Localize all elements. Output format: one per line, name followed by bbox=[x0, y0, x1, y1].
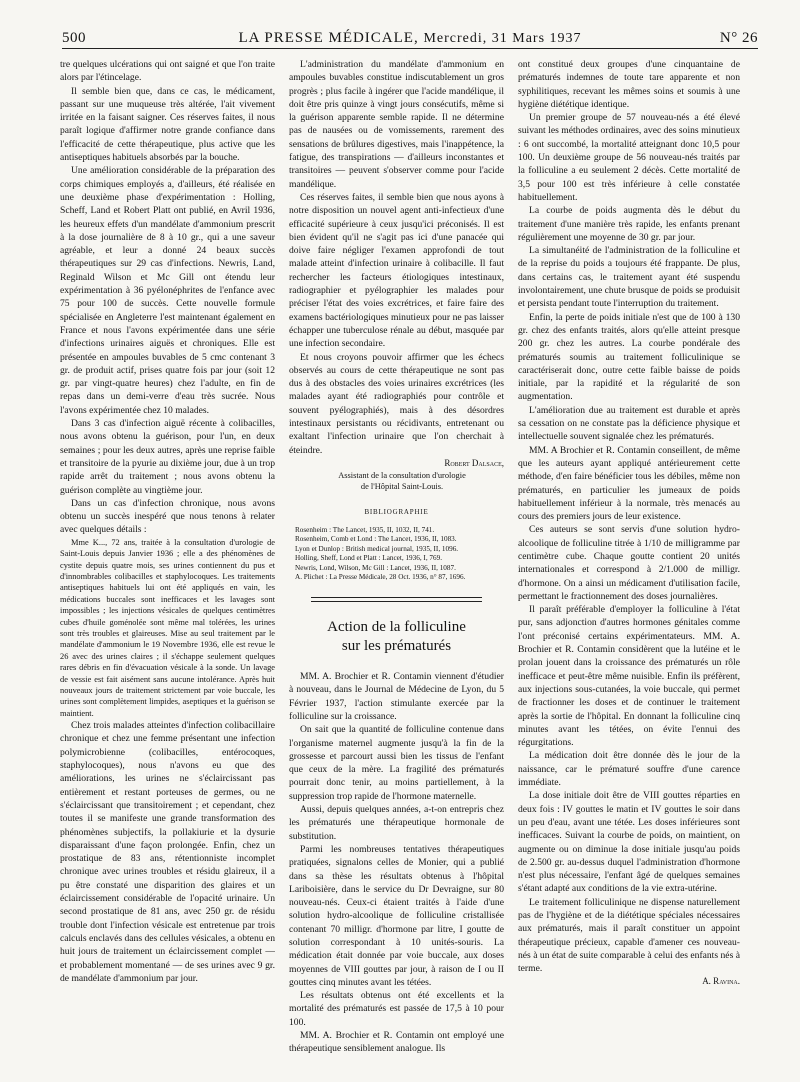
paragraph: Il semble bien que, dans ce cas, le médicament, passant sur une muqueuse très altérée, l'ait vivement irritée en la faisant saigner. Ces réserves faites, il nous paraît logique d'affirmer notre grande confiance dans l'efficacité de cette thérapeutique, plus active que les antiseptiques habituels absorbés par la bouche. bbox=[60, 85, 275, 164]
bibliography-entry: Newris, Lond, Wilson, Mc Gill : Lancet, 1936, II, 1087. bbox=[295, 563, 456, 572]
paragraph: Le traitement folliculinique ne dispense naturellement pas de l'hygiène et de la diététique spéciales nécessaires aux prématurés, mais il paraît constituer un appoint thérapeutique précieux, capable d'amener ces nouveau-nés à un état de suite comparable à celui des enfants nés à terme. bbox=[518, 896, 740, 975]
bibliography-entry: Rosenheim, Comb et Lond : The Lancet, 1936, II, 1083. bbox=[295, 535, 457, 544]
journal-name: LA PRESSE MÉDICALE, bbox=[238, 30, 419, 46]
paragraph: Chez trois malades atteintes d'infection colibacillaire chronique et chez une femme présentant une infection polymicrobienne (colibacilles, entérocoques, staphylocoques), nous n'avons eu que des améliorations, les urines ne s'éclaircissant pas entièrement et restant porteuses de germes, ou ne s'éclaircissant que transitoirement ; et cependant, chez toutes il se manifeste une grande transformation des phénomènes subjectifs, la pollakiurie et la dysurie disparaissant d'une façon prolongée. Enfin, chez un prostatique de 83 ans, rétentionniste incomplet chronique avec urines troubles et résidu glaireux, il a pu être constaté une disparition des glaires et un éclaircissement considérable de l'opacité urinaire. Un second prostatique de 81 ans, avec 250 gr. de résidu trouble dont l'infection vésicale est entretenue par trois calculs enclavés dans des cellules vésicales, a obtenu en huit jours de traitement un éclaircissement complet — et probablement momentané — de ses urines avec 9 gr. de mandélate d'ammonium par jour. bbox=[60, 720, 275, 984]
paragraph: MM. A Brochier et R. Contamin conseillent, de même que les auteurs ayant appliqué antérieurement cette méthode, d'en faire bénéficier tous les débiles, même non prématurés, en particulier les jumeaux de poids habituellement inférieur à la normale, très menacés au cours des premiers jours de leur existence. bbox=[518, 444, 740, 523]
paragraph: MM. A. Brochier et R. Contamin viennent d'étudier à nouveau, dans le Journal de Médecine de Lyon, du 5 Février 1937, l'action stimulante exercée par la folliculine sur la croissance. bbox=[289, 671, 504, 722]
bibliography-heading: BIBLIOGRAPHIE bbox=[364, 508, 429, 517]
paragraph: Ces réserves faites, il semble bien que nous ayons à notre disposition un nouvel agent anti-infectieux d'une efficacité supérieure à ceux jusqu'ici préconisés. Il est bien évident qu'il ne s'agit pas ici d'une panacée qui doive faire négliger l'examen approfondi de tout malade atteint d'infection urinaire à colibacille. Il faut rechercher les facteurs étiologiques intestinaux, radiographier et pyélographier les malades pour préciser l'état des voies excrétrices, et faire faire des examens bactériologiques minutieux pour ne pas laisser échapper une tuberculose rénale au début, masquée par une infection secondaire. bbox=[289, 191, 504, 350]
column-1 bbox=[60, 58, 275, 1068]
paragraph: La courbe de poids augmenta dès le début du traitement d'une manière très rapide, les enfants prenant régulièrement une moyenne de 30 gr. par jour. bbox=[518, 205, 740, 243]
issue-number: N° 26 bbox=[719, 30, 758, 46]
article-title-line: Action de la folliculine bbox=[327, 619, 466, 636]
paragraph: ont constitué deux groupes d'une cinquantaine de prématurés indemnes de toute tare apparente et non syphilitiques, recevant les mêmes soins et soumis à une hygiène diététique identique. bbox=[518, 59, 740, 110]
bibliography-entry: Rosenheim : The Lancet, 1935, II, 1032, II, 741. bbox=[295, 525, 435, 534]
paragraph: Les résultats obtenus ont été excellents et la mortalité des prématurés est passée de 17,5 à 10 pour 100. bbox=[289, 990, 504, 1028]
paragraph: Dans un cas d'infection chronique, nous avons obtenu un succès inespéré que nous tenons à relater avec quelques détails : bbox=[60, 497, 275, 536]
bibliography-entry: A. Plichet : La Presse Médicale, 28 Oct. 1936, n° 87, 1696. bbox=[295, 573, 466, 582]
paragraph: tre quelques ulcérations qui ont saigné et que l'on traite alors par l'étincelage. bbox=[60, 59, 275, 84]
paragraph: L'amélioration due au traitement est durable et après sa cessation on ne constate pas la déficience physique et intellectuelle souvent signalée chez les prématurés. bbox=[518, 404, 740, 443]
article-title-line: sur les prématurés bbox=[341, 638, 452, 655]
paragraph: Il paraît préférable d'employer la folliculine à l'état pur, sans adjonction d'autres hormones génitales comme l'ont préconisé certains expérimentateurs. MM. A. Brochier et R. Contamin considèrent que la lutéine et le prolan jouent dans la croissance des prématurés un rôle inefficace et peut-être même nuisible. Enfin ils préfèrent, aux injections sous-cutanées, la voie buccale, qui permet de fractionner les doses et de continuer le traitement après la sortie de l'hôpital. En donnant la folliculine cinq minutes avant les tétées, on évite l'ennui des régurgitations. bbox=[518, 604, 740, 749]
paragraph: Aussi, depuis quelques années, a-t-on entrepris chez les prématurés une thérapeutique hormonale de substitution. bbox=[289, 804, 504, 842]
page-number: 500 bbox=[62, 30, 86, 46]
paragraph: La dose initiale doit être de VIII gouttes réparties en deux fois : IV gouttes le matin et IV gouttes le soir dans un peu d'eau, avant une tétée. Les doses inférieures sont inefficaces. Suivant la courbe de poids, on maintient, on augmente ou on diminue la dose initiale jusqu'au poids de 2.500 gr. au-dessus duquel l'administration d'hormone n'est plus nécessaire, l'enfant âgé de quelques semaines s'étant adapté aux conditions de la vie extra-utérine. bbox=[518, 790, 740, 895]
paragraph: La simultanéité de l'administration de la folliculine et de la reprise du poids a toujours été frappante. De plus, dans certains cas, le traitement ayant été suspendu involontairement, une chute brusque de poids se produisit et persista pendant toute l'interruption du traitement. bbox=[518, 245, 740, 310]
paragraph: Un premier groupe de 57 nouveau-nés a été élevé suivant les méthodes ordinaires, avec des soins minutieux : 6 ont succombé, la mortalité atteignant donc 10,5 pour 100. Un deuxième groupe de 56 nouveau-nés traités par la folliculine a eu seulement 2 décès. Cette mortalité de 3,5 pour 100 est très inférieure à celle constatée habituellement. bbox=[518, 112, 740, 203]
article-title bbox=[289, 618, 504, 656]
journal-title bbox=[62, 30, 758, 47]
author-signature: A. Ravina. bbox=[702, 976, 740, 987]
section-divider bbox=[311, 597, 482, 598]
paragraph: L'administration du mandélate d'ammonium en ampoules buvables constitue indiscutablement un gros progrès ; plus facile à ingérer que l'acide mandélique, il doit être pris quinze à vingt jours consécutifs, même si la guérison apparente semble rapide. Il ne détermine pas de nausées ou de vomissements, rarement des sensations de brûlures digestives, mais l'inappétence, la fatigue, des transpirations — d'ailleurs inconstantes et transitoires — peuvent s'observer comme pour l'acide mandélique. bbox=[289, 59, 504, 190]
bibliography-entry: Lyon et Dunlop : British medical journal, 1935, II, 1096. bbox=[295, 544, 459, 553]
paragraph: Et nous croyons pouvoir affirmer que les échecs observés au cours de cette thérapeutique ne sont pas dus à des obstacles des voies urinaires excrétrices (les malades ayant été radiographiés pour contrôle et souvent pyélographiés), mais à des désordres intestinaux persistants ou récidivants, entretenant ou exaltant l'infection urinaire que l'on cherchait à éteindre. bbox=[289, 351, 504, 456]
paragraph: La médication doit être donnée dès le jour de la naissance, car le prématuré souffre d'une carence immédiate. bbox=[518, 750, 740, 789]
paragraph: MM. A. Brochier et R. Contamin ont employé une thérapeutique sensiblement analogue. Ils bbox=[289, 1030, 504, 1055]
bibliography-entry: Holling, Sheff, Lond et Platt : Lancet, 1936, I, 769. bbox=[295, 554, 442, 563]
paragraph: Une amélioration considérable de la préparation des corps chimiques employés a, d'ailleurs, été réalisée en une deuxième phase d'expérimentation : Holling, Scheff, Land et Robert Platt ont publié, en Avril 1936, les heureux effets d'un mandélate d'ammonium prescrit à la dose journalière de 8 à 10 gr., qui a une saveur agréable, et leur a donné 24 beaux succès thérapeutiques sur 29 cas d'infections. Newris, Land, Reginald Wilson et Mc Gill ont étendu leur expérimentation à 36 pyélonéphrites de l'enfance avec 75 pour 100 de succès. Cette nouvelle formule spécialisée en Angleterre l'est maintenant également en France et nous l'avons expérimentée dans une série d'infections urinaires aiguës et chroniques. Elle est présentée en ampoules buvables de 5 cmc contenant 3 gr. de produit actif, prises quatre fois par jour (soit 12 gr. par vingt-quatre heures) chez l'adulte, en fin de repas dans un demi-verre d'eau très sucrée. Nous l'avons expérimentée chez 10 malades. bbox=[60, 165, 275, 416]
paragraph: Dans 3 cas d'infection aiguë récente à colibacilles, nous avons obtenu la guérison, pour l'un, en deux semaines ; pour les deux autres, après une reprise faible et transitoire de la pyurie au dixième jour, due à un trop rapide arrêt du traitement ; nous avons obtenu la guérison complète au vingtième jour. bbox=[60, 418, 275, 496]
section-divider bbox=[311, 601, 482, 602]
column-3 bbox=[518, 58, 740, 1068]
paragraph: On sait que la quantité de folliculine contenue dans l'organisme maternel augmente jusqu'à la fin de la grossesse et parcourt aussi bien les tissus de l'enfant que ceux de la mère. La fragilité des prématurés pourrait donc tenir, au moins partiellement, à la suppression trop rapide de l'hormone maternelle. bbox=[289, 724, 504, 802]
bibliography-list bbox=[289, 526, 504, 584]
issue-date: Mercredi, 31 Mars 1937 bbox=[423, 31, 582, 46]
case-report: Mme K..., 72 ans, traitée à la consultation d'urologie de Saint-Louis depuis Janvier 1936 ; elle a des phénomènes de cystite depuis quatre mois, ses urines contiennent du pus et d'innombrables colibacilles et staphylocoques. Les traitements antiseptiques habituels lui ont été appliqués en vain, les médications buccales sont inefficaces et les lavages sont impossibles ; les injections vésicales de quelques centimètres cubes d'huile goménolée sont même mal tolérées, les urines sont très troubles et glaireuses. Mise au seul traitement par le mandélate d'ammonium le 19 Novembre 1936, elle est revue le 26 avec des urines claires ; il s'échappe seulement quelques rares débris en fin d'évacuation vésicale à la sonde. Un lavage de vessie est fait aisément sans aucune intolérance. Après huit nouveaux jours de traitement strictement par voie buccale, les urines sont complètement limpides, aseptiques et la guérison se maintient. bbox=[60, 537, 275, 718]
paragraph: Ces auteurs se sont servis d'une solution hydro-alcoolique de folliculine titrée à 1/10 de milligramme par centimètre cube. Chaque goutte contient 20 unités internationales et correspond à 2/1.000 de milligr. d'hormone. On a ainsi un médicament d'utilisation facile, permettant le fractionnement des doses journalières. bbox=[518, 524, 740, 602]
paragraph: Enfin, la perte de poids initiale n'est que de 100 à 130 gr. chez des enfants traités, alors qu'elle atteint presque 200 gr. chez les autres. La courbe pondérale des prématurés soumis au traitement folliculinique se caractériserait donc, outre cette faible baisse de poids initiale, par la rapidité et la régularité de son augmentation. bbox=[518, 311, 740, 403]
author-signature: Robert Dalsace, bbox=[444, 457, 504, 468]
column-2 bbox=[289, 58, 504, 1068]
page-header bbox=[62, 26, 758, 49]
author-affiliation: de l'Hôpital Saint-Louis. bbox=[360, 482, 444, 492]
author-affiliation: Assistant de la consultation d'urologie bbox=[338, 471, 466, 481]
paragraph: Parmi les nombreuses tentatives thérapeutiques pratiquées, signalons celles de Monier, qui a publié dans sa thèse les résultats obtenus à l'hôpital Lariboisière, dans le service du Dr Devraigne, sur 80 nouveau-nés. Ceux-ci étaient traités à l'aide d'une solution hydro-alcoolique de folliculine cristallisée contenant 70 milligr. d'hormone par litre, I goutte de solution correspondant à 10 unités-souris. La médication était donnée par voie buccale, aux doses moyennes de VIII gouttes par jour, à raison de I ou II gouttes cinq minutes avant les tétées. bbox=[289, 843, 504, 988]
